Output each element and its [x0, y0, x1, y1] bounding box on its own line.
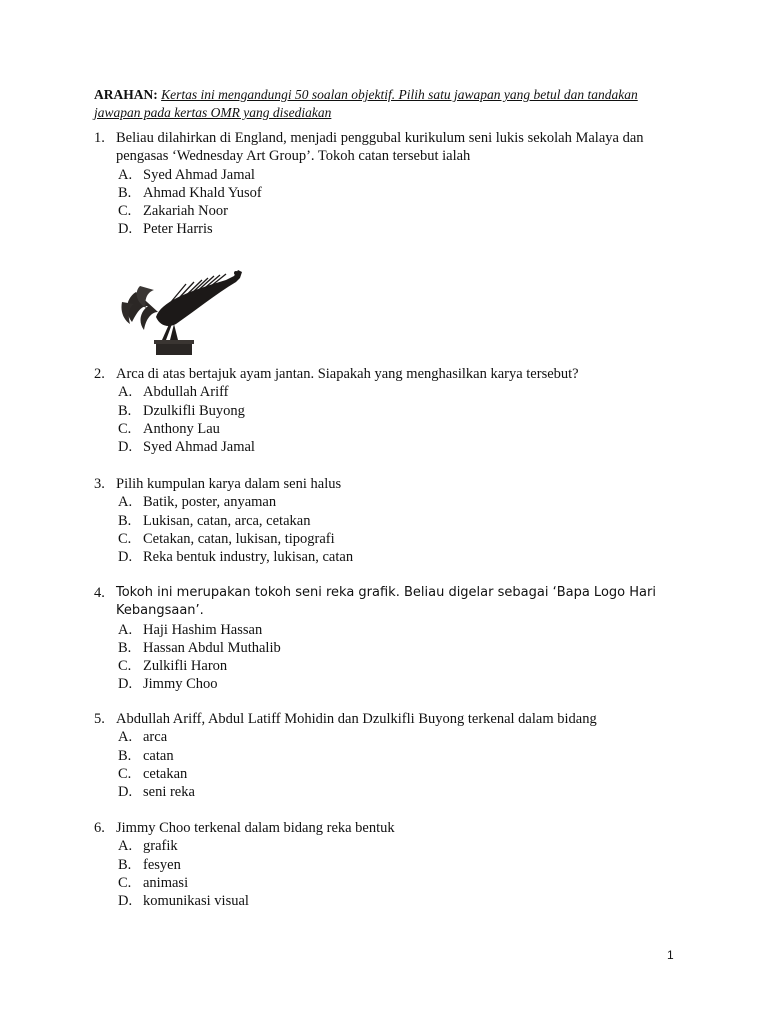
- option-d: [118, 892, 674, 910]
- question-number: 5.: [94, 711, 105, 727]
- option-text: Zulkifli Haron: [143, 658, 228, 675]
- question-number: 1.: [94, 130, 105, 146]
- option-letter: D.: [118, 221, 133, 238]
- option-text: cetakan: [143, 765, 188, 782]
- option-d: [118, 783, 674, 801]
- option-letter: C.: [118, 658, 132, 675]
- question-stem: Tokoh ini merupakan tokoh seni reka grafik. Beliau digelar sebagai ‘Bapa Logo Hari Kebangsaan’.: [116, 585, 656, 619]
- option-letter: A.: [118, 729, 133, 746]
- option-text: arca: [143, 729, 168, 746]
- option-b: [118, 747, 674, 765]
- option-c: [118, 765, 674, 783]
- option-b: [118, 402, 674, 420]
- options-list: [118, 837, 674, 910]
- question-4: [94, 584, 674, 694]
- option-c: [118, 530, 674, 548]
- option-letter: A.: [118, 166, 133, 183]
- option-d: [118, 220, 674, 238]
- question-1: [94, 129, 674, 239]
- option-d: [118, 675, 674, 693]
- option-a: [118, 621, 674, 639]
- option-d: [118, 548, 674, 566]
- option-text: Syed Ahmad Jamal: [143, 166, 255, 183]
- option-text: Batik, poster, anyaman: [143, 494, 277, 511]
- option-text: Hassan Abdul Muthalib: [143, 639, 281, 656]
- option-a: [118, 493, 674, 511]
- options-list: [118, 621, 674, 694]
- option-text: Peter Harris: [143, 221, 213, 238]
- options-list: [118, 383, 674, 456]
- option-letter: B.: [118, 184, 132, 201]
- option-letter: D.: [118, 893, 133, 910]
- question-stem: Jimmy Choo terkenal dalam bidang reka bentuk: [116, 820, 395, 836]
- option-a: [118, 166, 674, 184]
- option-b: [118, 512, 674, 530]
- page-number: 1: [667, 948, 674, 962]
- option-text: Jimmy Choo: [143, 676, 218, 693]
- options-list: [118, 493, 674, 566]
- option-letter: A.: [118, 384, 133, 401]
- option-text: fesyen: [143, 856, 181, 873]
- question-number: 4.: [94, 585, 105, 601]
- option-text: seni reka: [143, 784, 195, 801]
- option-letter: B.: [118, 856, 132, 873]
- option-text: grafik: [143, 838, 178, 855]
- option-letter: C.: [118, 530, 132, 547]
- option-letter: A.: [118, 494, 133, 511]
- option-letter: D.: [118, 784, 133, 801]
- option-text: Reka bentuk industry, lukisan, catan: [143, 549, 354, 566]
- option-text: Zakariah Noor: [143, 203, 228, 220]
- option-text: Cetakan, catan, lukisan, tipografi: [143, 530, 335, 547]
- option-letter: B.: [118, 512, 132, 529]
- option-text: Abdullah Ariff: [143, 384, 229, 401]
- option-a: [118, 837, 674, 855]
- question-stem: Abdullah Ariff, Abdul Latiff Mohidin dan Dzulkifli Buyong terkenal dalam bidang: [116, 711, 597, 727]
- option-letter: D.: [118, 676, 133, 693]
- question-number: 2.: [94, 366, 105, 382]
- option-b: [118, 184, 674, 202]
- option-letter: B.: [118, 747, 132, 764]
- option-text: komunikasi visual: [143, 893, 249, 910]
- rooster-sculpture-image: [116, 262, 246, 357]
- option-c: [118, 874, 674, 892]
- options-list: [118, 728, 674, 801]
- option-letter: A.: [118, 838, 133, 855]
- instructions: [94, 86, 674, 122]
- option-text: Anthony Lau: [143, 420, 220, 437]
- option-text: animasi: [143, 874, 189, 891]
- question-stem: Pilih kumpulan karya dalam seni halus: [116, 476, 342, 492]
- option-c: [118, 420, 674, 438]
- option-letter: D.: [118, 439, 133, 456]
- instructions-text: Kertas ini mengandungi 50 soalan objektif. Pilih satu jawapan yang betul dan tandakan jawapan pada kertas OMR yang disediakan: [94, 87, 638, 120]
- option-b: [118, 856, 674, 874]
- option-text: Haji Hashim Hassan: [143, 621, 263, 638]
- option-letter: B.: [118, 639, 132, 656]
- option-c: [118, 202, 674, 220]
- option-text: Lukisan, catan, arca, cetakan: [143, 512, 311, 529]
- option-text: Syed Ahmad Jamal: [143, 439, 255, 456]
- question-number: 6.: [94, 820, 105, 836]
- question-2: [94, 365, 674, 456]
- question-3: [94, 475, 674, 566]
- option-letter: C.: [118, 874, 132, 891]
- option-text: Ahmad Khald Yusof: [143, 184, 262, 201]
- options-list: [118, 166, 674, 239]
- option-letter: D.: [118, 549, 133, 566]
- option-a: [118, 728, 674, 746]
- question-number: 3.: [94, 476, 105, 492]
- option-a: [118, 383, 674, 401]
- option-letter: C.: [118, 203, 132, 220]
- question-6: [94, 819, 674, 910]
- option-b: [118, 639, 674, 657]
- option-letter: B.: [118, 402, 132, 419]
- question-stem: Beliau dilahirkan di England, menjadi penggubal kurikulum seni lukis sekolah Malaya dan pengasas ‘Wednesday Art Group’. Tokoh catan tersebut ialah: [116, 130, 644, 165]
- option-d: [118, 438, 674, 456]
- option-letter: A.: [118, 621, 133, 638]
- question-stem: Arca di atas bertajuk ayam jantan. Siapakah yang menghasilkan karya tersebut?: [116, 366, 579, 382]
- instructions-label: ARAHAN:: [94, 87, 158, 102]
- option-letter: C.: [118, 765, 132, 782]
- option-text: Dzulkifli Buyong: [143, 402, 245, 419]
- option-c: [118, 657, 674, 675]
- option-letter: C.: [118, 420, 132, 437]
- option-text: catan: [143, 747, 174, 764]
- question-5: [94, 710, 674, 801]
